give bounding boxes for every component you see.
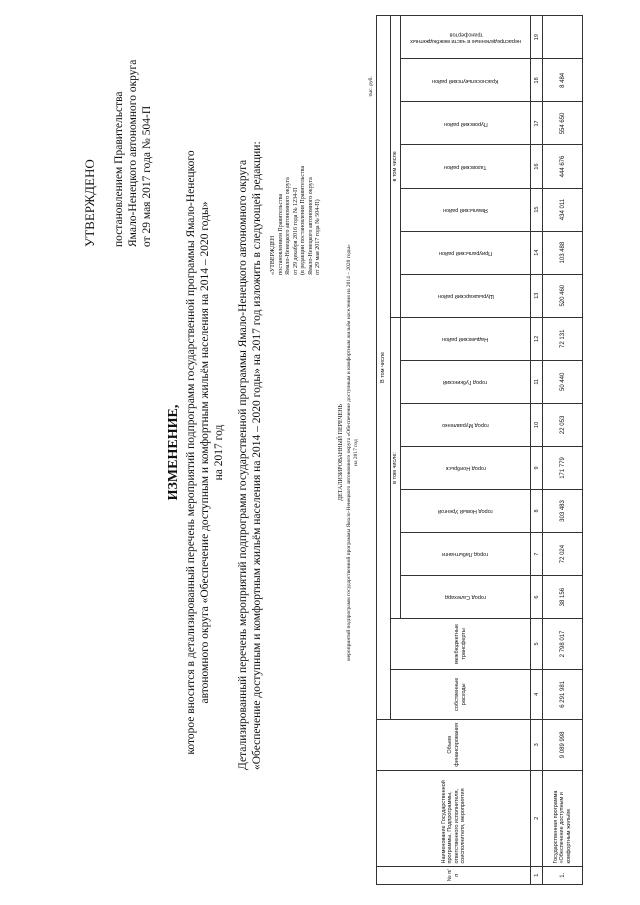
- column-number: 18: [531, 59, 543, 102]
- column-number: 19: [531, 16, 543, 59]
- inner-approved: [270, 166, 323, 275]
- district-header-label: Пуровский район: [443, 120, 488, 127]
- row-value: 72 024: [543, 533, 583, 576]
- district-header: [401, 102, 531, 145]
- district-header-label: нераспределенные в части межбюджетных трансфертов: [410, 31, 521, 44]
- header-incl: В том числе: [377, 16, 391, 720]
- column-number: 5: [531, 619, 543, 670]
- column-number: 11: [531, 360, 543, 403]
- inner-approved-l6: Ямало-Ненецкого автономного округа: [307, 177, 314, 275]
- column-number: 16: [531, 145, 543, 188]
- district-header: [401, 403, 531, 446]
- row-value: 303 483: [543, 489, 583, 532]
- row-value: 8 484: [543, 59, 583, 102]
- document-title: ИЗМЕНЕНИЕ,: [166, 404, 181, 501]
- district-header-label: город Салехард: [445, 594, 486, 601]
- district-header: [401, 446, 531, 489]
- district-header: [401, 188, 531, 231]
- row-value: 103 488: [543, 231, 583, 274]
- row-value: 72 131: [543, 317, 583, 360]
- header-name: Наименование Государственной программы, Подпрограммы, ответственного исполнителя, соисполнителя, мероприятия: [377, 770, 531, 866]
- district-header: [401, 576, 531, 619]
- district-header-label: Тазовский район: [444, 163, 487, 170]
- district-header: [401, 489, 531, 532]
- district-header-label: Ямальский район: [442, 206, 488, 213]
- district-header-label: город Новый Уренгой: [438, 508, 493, 515]
- title-line-2: автономного округа «Обеспечение доступным и комфортным жильём населения на 2014 – 2020 годы»: [199, 201, 211, 704]
- row-value: 50 440: [543, 360, 583, 403]
- financing-table: [376, 15, 583, 885]
- district-header-label: город Губкинский: [443, 379, 488, 386]
- column-number-row: [531, 16, 543, 885]
- approved-line-2: Ямало-Ненецкого автономного округа: [127, 59, 139, 247]
- body-line-2: «Обеспечение доступным и комфортным жильём населения на 2014 – 2020 годы» на 2017 год изложить в следующей редакции:: [251, 141, 263, 770]
- row-transfers: 2 798 017: [543, 619, 583, 670]
- column-number: 1: [531, 866, 543, 884]
- column-number: 8: [531, 489, 543, 532]
- district-header-label: Красноселькупский район: [432, 77, 499, 84]
- row-name: Государственная программа «Обеспечение доступным и комфортным жильём: [543, 770, 583, 866]
- approved-line-3: от 29 мая 2017 года № 504-П: [141, 105, 153, 247]
- body-line-1: Детализированный перечень мероприятий подпрограмм государственной программы Ямало-Ненецкого автономного округа: [237, 159, 249, 770]
- column-number: 9: [531, 446, 543, 489]
- district-header: [401, 533, 531, 576]
- column-number: 4: [531, 669, 543, 719]
- header-transfers: межбюджетные трансферты: [391, 619, 531, 670]
- approved-line-1: постановлением Правительства: [113, 91, 125, 247]
- row-value: 520 460: [543, 274, 583, 317]
- district-header-label: Шурышкарский район: [437, 292, 494, 299]
- title-line-1: которое вносится в детализированный перечень мероприятий подпрограмм государственной программы Ямало-Ненецкого: [185, 150, 197, 755]
- row-value: 434 011: [543, 188, 583, 231]
- row-no: 1.: [543, 866, 583, 884]
- column-number: 10: [531, 403, 543, 446]
- column-number: 13: [531, 274, 543, 317]
- inner-approved-l1: «УТВЕРЖДЕН: [270, 235, 276, 275]
- district-header-label: город Муравленко: [442, 422, 489, 429]
- district-header: [401, 360, 531, 403]
- inner-approved-l3: Ямало-Ненецкого автономного округа: [285, 177, 291, 275]
- column-number: 2: [531, 770, 543, 866]
- district-header: [401, 274, 531, 317]
- inner-title-1: ДЕТАЛИЗИРОВАННЫЙ ПЕРЕЧЕНЬ: [338, 404, 344, 501]
- header-no: № п/п: [377, 866, 531, 884]
- header-incl-2: в том числе:: [391, 317, 401, 618]
- header-incl-3: в том числе: [391, 16, 401, 318]
- row-volume: 9 089 998: [543, 719, 583, 770]
- inner-approved-l7: от 29 мая 2017 года № 504-П): [315, 199, 321, 275]
- row-value: 22 053: [543, 403, 583, 446]
- column-number: 7: [531, 533, 543, 576]
- inner-approved-l4: от 29 декабря 2016 года № 1234-П: [292, 187, 299, 275]
- row-value: 38 156: [543, 576, 583, 619]
- inner-title-2: мероприятий подпрограмм государственной программы Ямало-Ненецкого автономного округа «Обеспечение доступным и комфортным жильём населения на 2014 – 2020 годы»: [346, 244, 352, 661]
- column-number: 12: [531, 317, 543, 360]
- row-value: 444 676: [543, 145, 583, 188]
- column-number: 3: [531, 719, 543, 770]
- approved-heading: УТВЕРЖДЕНО: [82, 159, 97, 247]
- table-row: [543, 16, 583, 885]
- district-header: [401, 317, 531, 360]
- column-number: 6: [531, 576, 543, 619]
- district-header: [401, 231, 531, 274]
- inner-approved-l2: постановлением Правительства: [277, 193, 284, 275]
- district-header-label: город Лабытнанги: [442, 551, 489, 558]
- inner-approved-l5: (в редакции постановления Правительства: [300, 165, 306, 275]
- column-number: 17: [531, 102, 543, 145]
- header-unallocated: [401, 16, 531, 59]
- header-volume: Объем финансирования: [377, 719, 531, 770]
- column-number: 14: [531, 231, 543, 274]
- row-value: 554 650: [543, 102, 583, 145]
- district-header-label: город Ноябрьск: [445, 465, 486, 472]
- row-own: 6 291 981: [543, 669, 583, 719]
- row-value: [543, 16, 583, 59]
- district-header: [401, 59, 531, 102]
- title-line-3: на 2017 год: [213, 424, 225, 481]
- units-label: тыс. руб.: [368, 76, 374, 97]
- inner-title-3: на 2017 год: [353, 439, 359, 466]
- district-header: [401, 145, 531, 188]
- header-own: собственные расходы: [391, 669, 531, 719]
- district-header-label: Приуральский район: [438, 249, 493, 256]
- row-value: 171 779: [543, 446, 583, 489]
- column-number: 15: [531, 188, 543, 231]
- district-header-label: Надымский район: [442, 336, 489, 342]
